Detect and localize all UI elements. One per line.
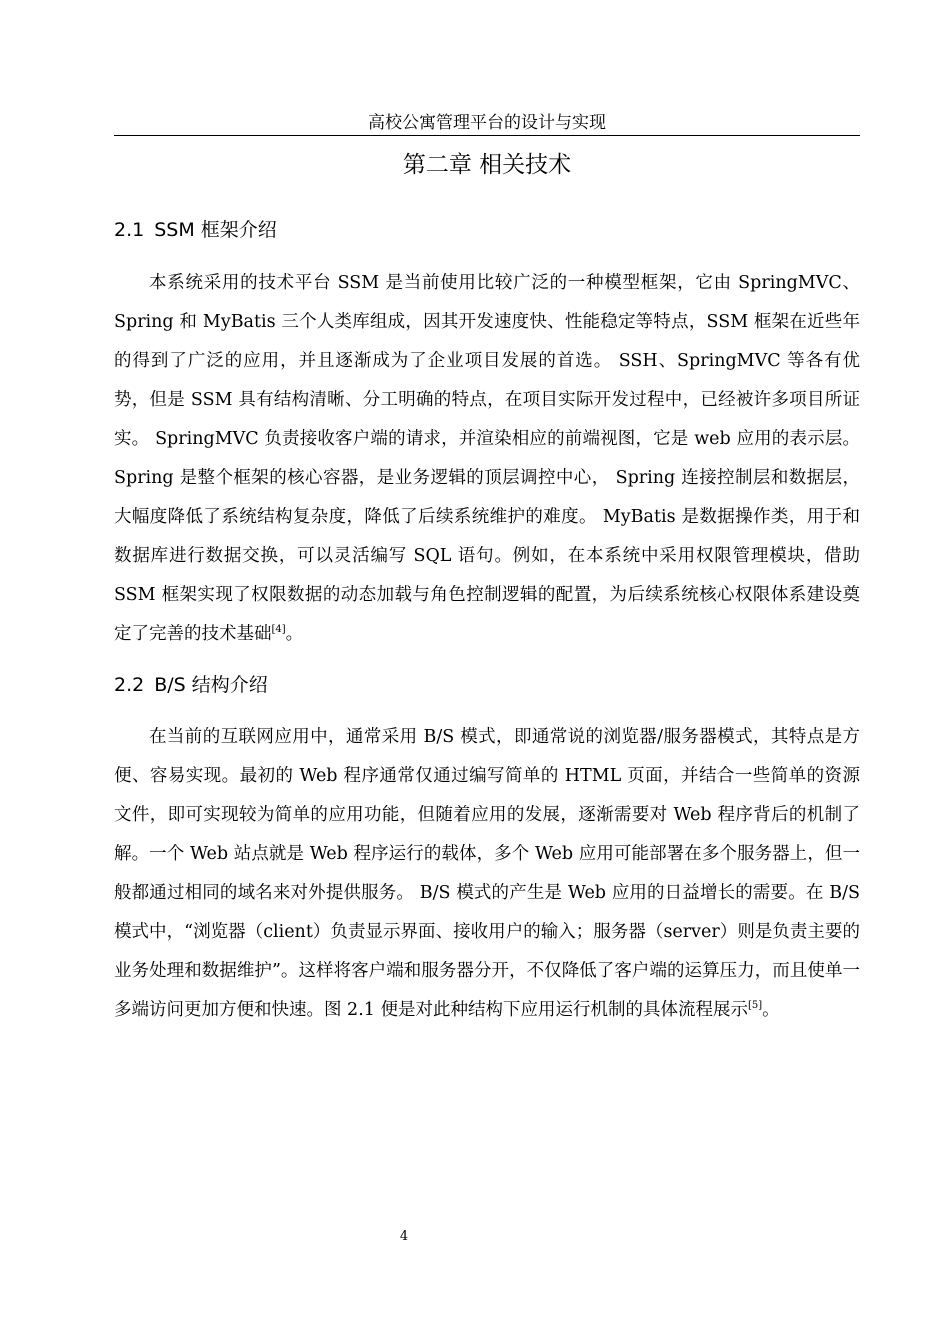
paragraph-text: 本系统采用的技术平台 SSM 是当前使用比较广泛的一种模型框架，它由 SpringMVC、Spring 和 MyBatis 三个人类库组成，因其开发速度快、性能稳定等特点，SSM 框架在近些年的得到了广泛的应用，并且逐渐成为了企业项目发展的首选。 SSH、SpringMVC 等各有优势，但是 SSM 具有结构清晰、分工明确的特点，在项目实际开发过程中，已经被许多项目所证实。 SpringMVC 负责接收客户端的请求，并渲染相应的前端视图，它是 web 应用的表示层。 Spring 是整个框架的核心容器，是业务逻辑的顶层调控中心， Spring 连接控制层和数据层，大幅度降低了系统结构复杂度，降低了后续系统维护的难度。 MyBatis 是数据操作类，用于和数据库进行数据交换，可以灵活编写 SQL 语句。例如，在本系统中采用权限管理模块，借助 SSM 框架实现了权限数据的动态加载与角色控制逻辑的配置，为后续系统核心权限体系建设奠定了完善的技术基础 — [114, 273, 860, 644]
citation-ref: [5] — [747, 1000, 763, 1012]
page-number: 4 — [399, 1229, 409, 1244]
section-number: 2.1 — [114, 219, 145, 241]
section-heading-ssm — [114, 216, 860, 244]
paragraph-text: 在当前的互联网应用中，通常采用 B/S 模式，即通常说的浏览器/服务器模式，其特点是方便、容易实现。最初的 Web 程序通常仅通过编写简单的 HTML 页面，并结合一些简单的资源文件，即可实现较为简单的应用功能，但随着应用的发展，逐渐需要对 Web 程序背后的机制了解。一个 Web 站点就是 Web 程序运行的载体，多个 Web 应用可能部署在多个服务器上，但一般都通过相同的域名来对外提供服务。 B/S 模式的产生是 Web 应用的日益增长的需要。在 B/S 模式中，“浏览器（client）负责显示界面、接收用户的输入；服务器（server）则是负责主要的业务处理和数据维护”。这样将客户端和服务器分开，不仅降低了客户端的运算压力，而且使单一多端访问更加方便和快速。图 2.1 便是对此种结构下应用运行机制的具体流程展示 — [114, 727, 860, 1020]
section-paragraph-ssm — [114, 264, 860, 654]
paragraph-end: 。 — [762, 1000, 780, 1020]
section-title: B/S 结构介绍 — [154, 674, 268, 696]
header-rule — [114, 135, 860, 136]
section-title: SSM 框架介绍 — [154, 219, 277, 241]
section-paragraph-bs — [114, 718, 860, 1030]
citation-ref: [4] — [271, 624, 286, 636]
paragraph-end: 。 — [285, 624, 304, 644]
chapter-title: 第二章 相关技术 — [402, 152, 572, 178]
section-heading-bs — [114, 671, 860, 699]
running-header: 高校公寓管理平台的设计与实现 — [368, 113, 606, 133]
section-number: 2.2 — [114, 674, 145, 696]
